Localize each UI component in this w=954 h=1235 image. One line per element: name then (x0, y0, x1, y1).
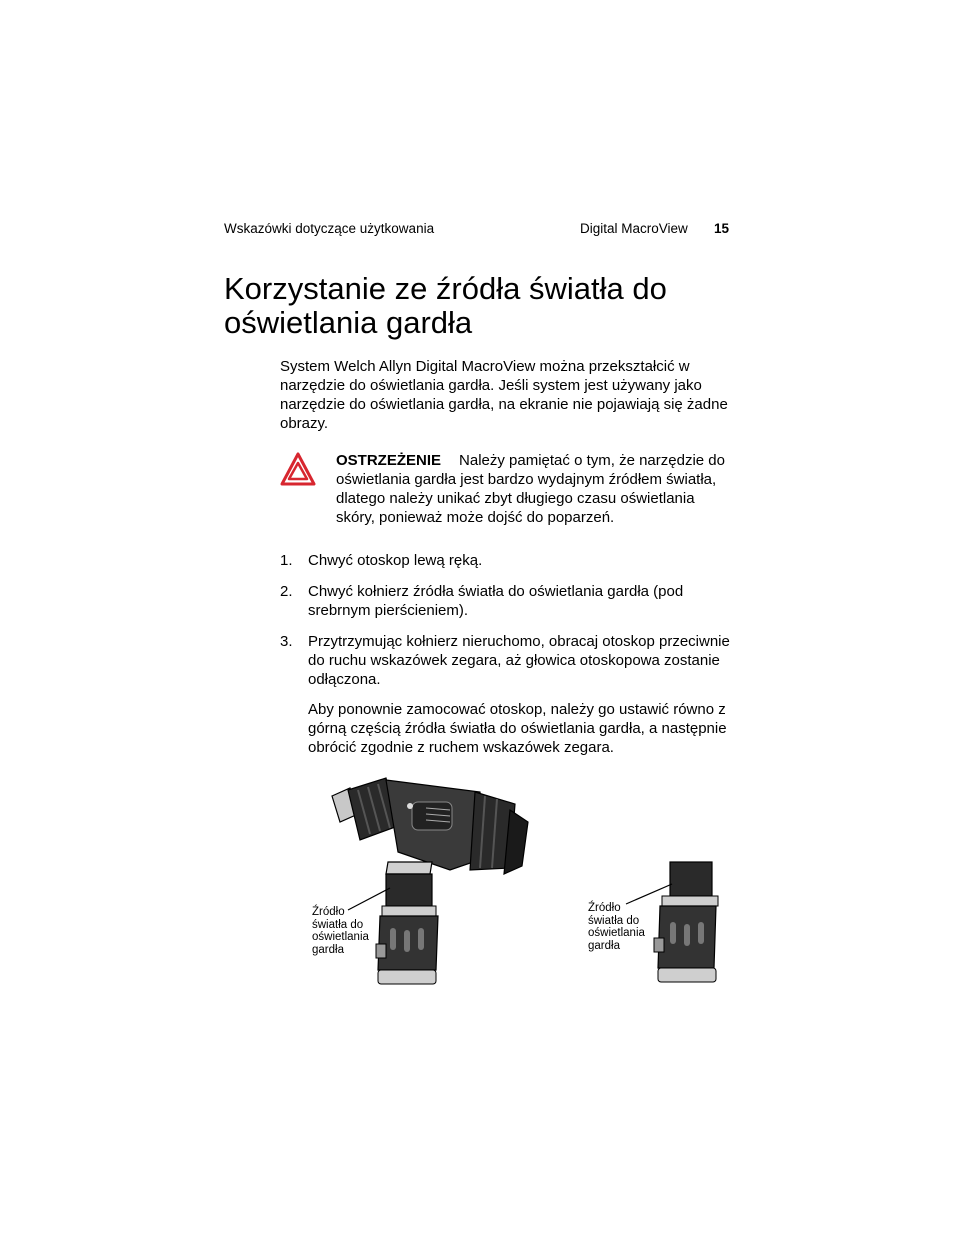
otoscope-figure (300, 770, 740, 1000)
list-item (280, 551, 730, 570)
caption-line: oświetlania (588, 927, 645, 939)
step-number: 1. (280, 552, 293, 569)
reattach-note: Aby ponownie zamocować otoskop, należy go ustawić równo z górną częścią źródła światła do oświetlania gardła, a następnie obrócić zgodnie z ruchem wskazówek zegara. (308, 701, 727, 756)
caption-line: oświetlania (312, 931, 369, 943)
page-number: 15 (714, 221, 730, 236)
warning-text: Należy pamiętać o tym, że narzędzie do oświetlania gardła jest bardzo wydajnym źródłem światła, dlatego należy unikać zbyt długiego czasu oświetlania skóry, ponieważ może dojść do poparzeń. (336, 452, 725, 526)
caption-line: światła do (312, 918, 364, 931)
caption-right (588, 902, 658, 952)
step-text: Chwyć otoskop lewą ręką. (308, 552, 483, 569)
caption-line: gardła (312, 943, 344, 956)
intro-paragraph: System Welch Allyn Digital MacroView można przekształcić w narzędzie do oświetlania gardła. Jeśli system jest używany jako narzędzie do oświetlania gardła, na ekranie nie pojawiają się żadne obrazy. (280, 358, 728, 432)
caption-line: gardła (588, 939, 620, 952)
caption-line: Źródło (588, 902, 621, 914)
caption-line: światła do (588, 914, 640, 927)
warning-block (336, 451, 731, 527)
list-item (280, 582, 730, 620)
caption-left (312, 906, 382, 956)
step-text: Chwyć kołnierz źródła światła do oświetlania gardła (pod srebrnym pierścieniem). (308, 583, 684, 619)
step-text: Przytrzymując kołnierz nieruchomo, obracaj otoskop przeciwnie do ruchu wskazówek zegara, aż głowica otoskopowa zostanie odłączona. (308, 633, 730, 688)
step-number: 2. (280, 583, 293, 600)
warning-label: OSTRZEŻENIE (336, 452, 442, 469)
otoscope-illustration (300, 770, 740, 1000)
list-item (280, 632, 730, 689)
caption-line: Źródło (312, 906, 345, 918)
step-number: 3. (280, 633, 293, 650)
page-title: Korzystanie ze źródła światła do oświetlania gardła (224, 271, 667, 340)
warning-triangle-icon (280, 452, 316, 486)
running-header-section: Wskazówki dotyczące użytkowania (224, 221, 435, 236)
running-header-product: Digital MacroView (580, 221, 688, 236)
